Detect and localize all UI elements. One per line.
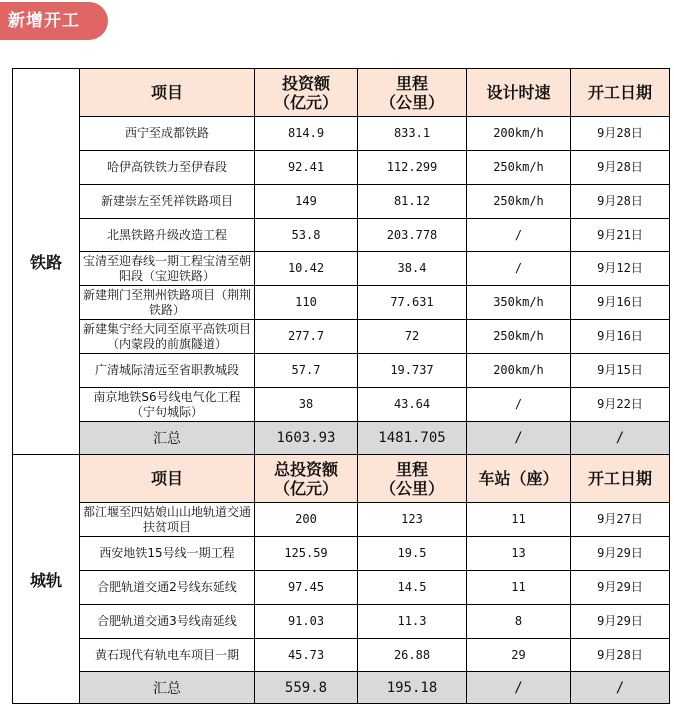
metro-cell-fourth: 8 <box>467 605 571 639</box>
rail-header-investment: 投资额 （亿元） <box>255 69 358 117</box>
metro-summary-row <box>13 672 670 704</box>
rail-cell-fourth: 200km/h <box>467 354 571 388</box>
rail-cell-start-date: 9月16日 <box>571 320 670 354</box>
metro-cell-mileage: 26.88 <box>358 639 467 672</box>
rail-cell-project: 南京地铁S6号线电气化工程（宁句城际） <box>80 388 255 422</box>
metro-cell-mileage: 123 <box>358 503 467 537</box>
metro-cell-start-date: 9月28日 <box>571 639 670 672</box>
rail-summary-project: 汇总 <box>80 422 255 455</box>
rail-cell-project: 广清城际清远至省职教城段 <box>80 354 255 388</box>
metro-cell-investment: 200 <box>255 503 358 537</box>
rail-cell-mileage: 43.64 <box>358 388 467 422</box>
rail-header-fourth: 设计时速 <box>467 69 571 117</box>
table-row <box>13 117 670 151</box>
metro-header-project: 项目 <box>80 455 255 503</box>
rail-cell-project: 哈伊高铁铁力至伊春段 <box>80 151 255 185</box>
rail-header-project: 项目 <box>80 69 255 117</box>
metro-header-investment: 总投资额 （亿元） <box>255 455 358 503</box>
rail-cell-investment: 38 <box>255 388 358 422</box>
metro-header-start-date: 开工日期 <box>571 455 670 503</box>
metro-cell-project: 都江堰至四姑娘山山地轨道交通扶贫项目 <box>80 503 255 537</box>
metro-summary-mileage: 195.18 <box>358 672 467 704</box>
rail-cell-project: 西宁至成都铁路 <box>80 117 255 151</box>
metro-cell-fourth: 11 <box>467 571 571 605</box>
rail-cell-investment: 92.41 <box>255 151 358 185</box>
metro-cell-investment: 45.73 <box>255 639 358 672</box>
metro-header-mileage: 里程 （公里） <box>358 455 467 503</box>
rail-header-row <box>13 69 670 117</box>
new-construction-table <box>12 68 670 704</box>
metro-summary-investment: 559.8 <box>255 672 358 704</box>
rail-cell-mileage: 203.778 <box>358 219 467 252</box>
rail-cell-project: 新建集宁经大同至原平高铁项目（内蒙段的前旗隧道） <box>80 320 255 354</box>
metro-category-label: 城轨 <box>13 455 80 704</box>
rail-cell-start-date: 9月15日 <box>571 354 670 388</box>
rail-cell-project: 宝清至迎春线一期工程宝清至朝阳段（宝迎铁路） <box>80 252 255 286</box>
rail-cell-investment: 10.42 <box>255 252 358 286</box>
rail-cell-mileage: 833.1 <box>358 117 467 151</box>
table-row <box>13 537 670 571</box>
table-body <box>13 69 670 704</box>
rail-cell-mileage: 112.299 <box>358 151 467 185</box>
rail-summary-investment: 1603.93 <box>255 422 358 455</box>
metro-cell-start-date: 9月27日 <box>571 503 670 537</box>
rail-cell-start-date: 9月28日 <box>571 117 670 151</box>
table-row <box>13 151 670 185</box>
rail-summary-mileage: 1481.705 <box>358 422 467 455</box>
table-row <box>13 571 670 605</box>
table-row <box>13 503 670 537</box>
metro-cell-mileage: 14.5 <box>358 571 467 605</box>
table-row <box>13 286 670 320</box>
metro-cell-fourth: 11 <box>467 503 571 537</box>
section-banner: 新增开工 <box>0 2 108 40</box>
table-row <box>13 354 670 388</box>
metro-header-row <box>13 455 670 503</box>
metro-summary-fourth: / <box>467 672 571 704</box>
rail-cell-project: 北黑铁路升级改造工程 <box>80 219 255 252</box>
rail-cell-fourth: 250km/h <box>467 185 571 219</box>
table-row <box>13 605 670 639</box>
rail-cell-start-date: 9月28日 <box>571 185 670 219</box>
rail-cell-mileage: 19.737 <box>358 354 467 388</box>
rail-cell-fourth: 350km/h <box>467 286 571 320</box>
metro-cell-project: 西安地铁15号线一期工程 <box>80 537 255 571</box>
rail-cell-investment: 149 <box>255 185 358 219</box>
rail-cell-fourth: / <box>467 388 571 422</box>
metro-cell-start-date: 9月29日 <box>571 605 670 639</box>
metro-cell-start-date: 9月29日 <box>571 537 670 571</box>
metro-summary-start-date: / <box>571 672 670 704</box>
metro-cell-fourth: 29 <box>467 639 571 672</box>
table-row <box>13 320 670 354</box>
metro-cell-project: 合肥轨道交通3号线南延线 <box>80 605 255 639</box>
rail-cell-project: 新建荆门至荆州铁路项目（荆荆铁路） <box>80 286 255 320</box>
rail-cell-investment: 53.8 <box>255 219 358 252</box>
rail-cell-mileage: 81.12 <box>358 185 467 219</box>
table-row <box>13 388 670 422</box>
table-row <box>13 219 670 252</box>
rail-header-start-date: 开工日期 <box>571 69 670 117</box>
metro-cell-investment: 97.45 <box>255 571 358 605</box>
rail-cell-mileage: 77.631 <box>358 286 467 320</box>
rail-cell-start-date: 9月28日 <box>571 151 670 185</box>
metro-cell-mileage: 19.5 <box>358 537 467 571</box>
metro-cell-investment: 125.59 <box>255 537 358 571</box>
metro-cell-investment: 91.03 <box>255 605 358 639</box>
table-row <box>13 639 670 672</box>
rail-cell-start-date: 9月22日 <box>571 388 670 422</box>
rail-summary-row <box>13 422 670 455</box>
rail-category-label: 铁路 <box>13 69 80 455</box>
rail-cell-fourth: 200km/h <box>467 117 571 151</box>
table-row <box>13 252 670 286</box>
rail-summary-fourth: / <box>467 422 571 455</box>
metro-header-fourth: 车站（座） <box>467 455 571 503</box>
rail-cell-start-date: 9月12日 <box>571 252 670 286</box>
rail-cell-fourth: / <box>467 252 571 286</box>
rail-cell-mileage: 72 <box>358 320 467 354</box>
rail-cell-fourth: 250km/h <box>467 151 571 185</box>
rail-summary-start-date: / <box>571 422 670 455</box>
rail-cell-fourth: / <box>467 219 571 252</box>
rail-cell-project: 新建崇左至凭祥铁路项目 <box>80 185 255 219</box>
metro-cell-fourth: 13 <box>467 537 571 571</box>
table-row <box>13 185 670 219</box>
metro-summary-project: 汇总 <box>80 672 255 704</box>
rail-cell-investment: 57.7 <box>255 354 358 388</box>
rail-cell-fourth: 250km/h <box>467 320 571 354</box>
rail-cell-investment: 277.7 <box>255 320 358 354</box>
metro-cell-mileage: 11.3 <box>358 605 467 639</box>
rail-cell-investment: 110 <box>255 286 358 320</box>
metro-cell-project: 合肥轨道交通2号线东延线 <box>80 571 255 605</box>
rail-cell-start-date: 9月21日 <box>571 219 670 252</box>
metro-cell-project: 黄石现代有轨电车项目一期 <box>80 639 255 672</box>
rail-header-mileage: 里程 （公里） <box>358 69 467 117</box>
metro-cell-start-date: 9月29日 <box>571 571 670 605</box>
rail-cell-mileage: 38.4 <box>358 252 467 286</box>
rail-cell-investment: 814.9 <box>255 117 358 151</box>
rail-cell-start-date: 9月16日 <box>571 286 670 320</box>
